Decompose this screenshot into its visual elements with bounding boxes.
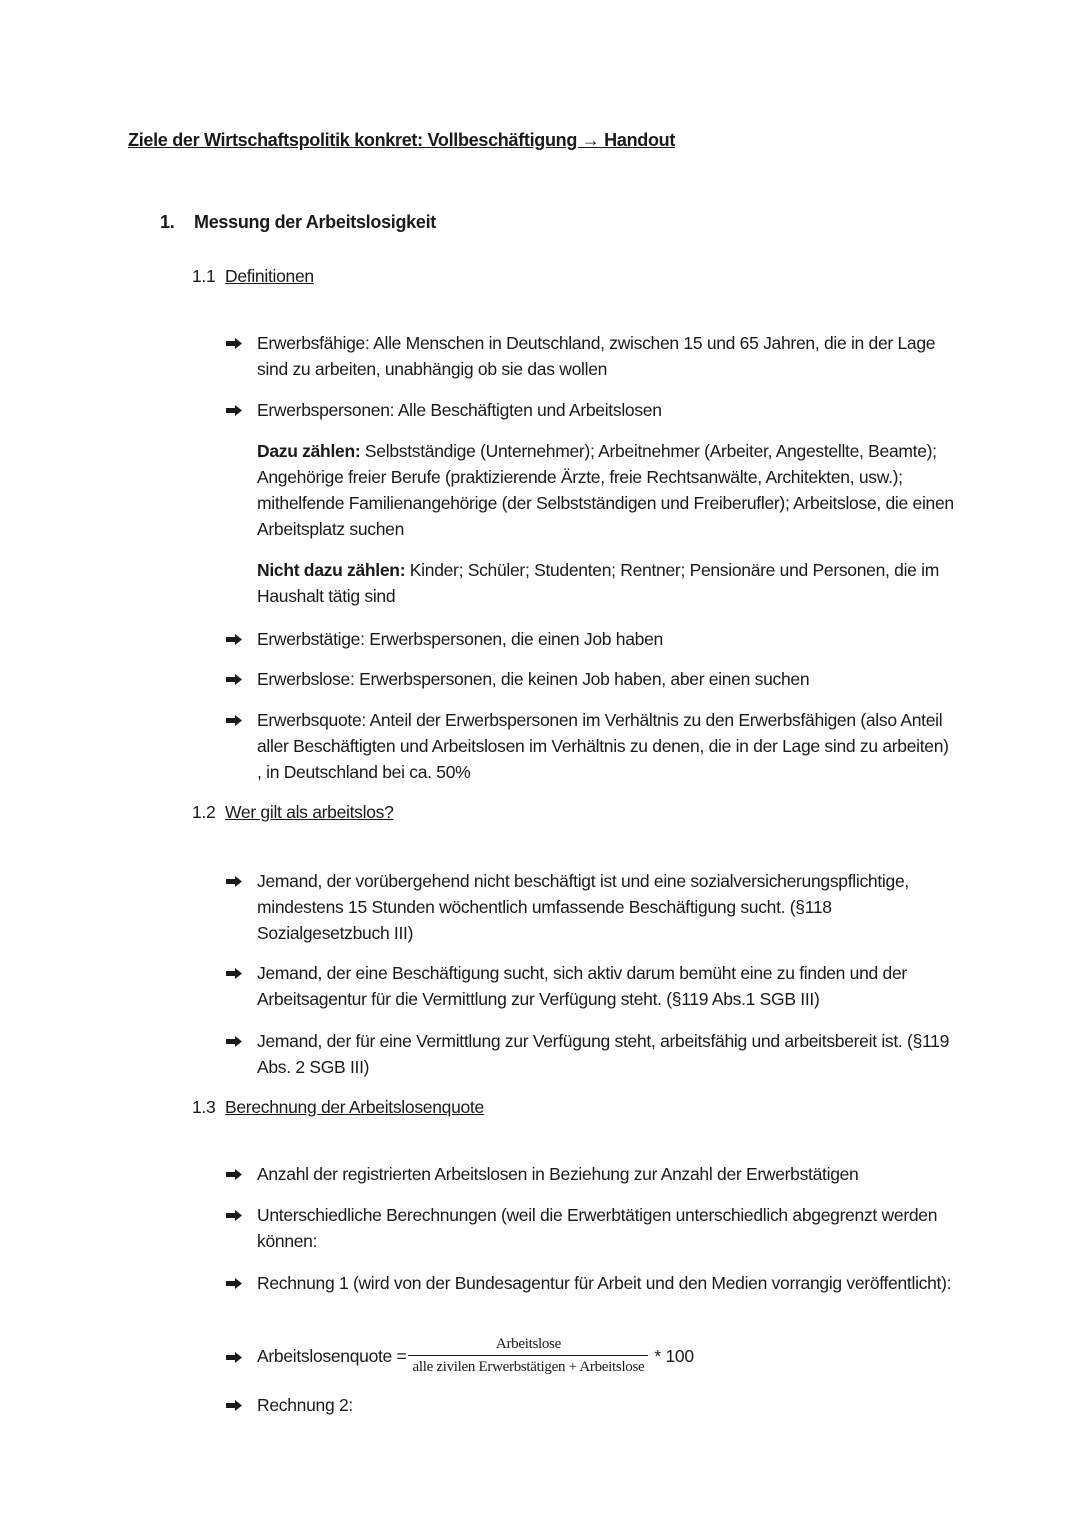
section-title: Messung der Arbeitslosigkeit bbox=[194, 212, 436, 232]
paragraph-included bbox=[257, 438, 957, 542]
bullet-text: Erwerbslose: Erwerbspersonen, die keinen Job haben, aber einen suchen bbox=[257, 669, 810, 689]
arrow-bullet-icon bbox=[226, 1161, 244, 1187]
section-heading-1 bbox=[160, 212, 436, 233]
subsection-title: Definitionen bbox=[225, 266, 314, 286]
list-item bbox=[226, 626, 956, 652]
arrow-bullet-icon bbox=[226, 1392, 244, 1418]
formula bbox=[257, 1335, 956, 1376]
arrow-bullet-icon bbox=[226, 330, 244, 356]
list-item bbox=[226, 397, 956, 423]
subsection-number: 1.1 bbox=[192, 266, 216, 286]
bullet-text: Rechnung 2: bbox=[257, 1395, 353, 1415]
arrow-bullet-icon bbox=[226, 1202, 244, 1228]
list-item bbox=[226, 1270, 956, 1296]
list-item bbox=[226, 666, 956, 692]
bullet-text: Erwerbsquote: Anteil der Erwerbspersonen im Verhältnis zu den Erwerbsfähigen (also Anteil aller Beschäftigten und Arbeitslosen im Verhältnis zu denen, die in der Lage sind zu arbeiten) , in Deutschland bei ca. 50% bbox=[257, 710, 949, 782]
paragraph-text: Selbstständige (Unternehmer); Arbeitnehmer (Arbeiter, Angestellte, Beamte); Angehörige freier Berufe (praktizierende Ärzte, freie Rechtsanwälte, Architekten, usw.); mithelfende Familienangehörige (der Selbstständigen und Freiberufler); Arbeitslose, die einen Arbeitsplatz suchen bbox=[257, 441, 954, 539]
arrow-bullet-icon bbox=[226, 1344, 244, 1370]
subsection-heading-1-1 bbox=[192, 266, 314, 287]
list-item bbox=[226, 1392, 956, 1418]
section-number: 1. bbox=[160, 212, 175, 232]
page-title: Ziele der Wirtschaftspolitik konkret: Vollbeschäftigung → Handout bbox=[128, 130, 676, 150]
formula-numerator: Arbeitslose bbox=[408, 1335, 648, 1356]
bullet-text: Unterschiedliche Berechnungen (weil die Erwerbtätigen unterschiedlich abgegrenzt werden können: bbox=[257, 1205, 938, 1251]
bullet-text: Anzahl der registrierten Arbeitslosen in Beziehung zur Anzahl der Erwerbstätigen bbox=[257, 1164, 859, 1184]
subsection-number: 1.2 bbox=[192, 802, 216, 822]
arrow-bullet-icon bbox=[226, 1270, 244, 1296]
arrow-bullet-icon bbox=[226, 868, 244, 894]
bullet-text: Erwerbspersonen: Alle Beschäftigten und Arbeitslosen bbox=[257, 400, 662, 420]
subsection-heading-1-3 bbox=[192, 1097, 484, 1118]
list-item bbox=[226, 1202, 956, 1254]
subsection-title: Wer gilt als arbeitslos? bbox=[225, 802, 394, 822]
list-item bbox=[226, 1028, 956, 1080]
arrow-bullet-icon bbox=[226, 397, 244, 423]
list-item bbox=[226, 330, 956, 382]
formula-denominator: alle zivilen Erwerbstätigen + Arbeitslose bbox=[412, 1359, 645, 1375]
list-item bbox=[226, 868, 956, 946]
bullet-text: Jemand, der für eine Vermittlung zur Verfügung steht, arbeitsfähig und arbeitsbereit ist. (§119 Abs. 2 SGB III) bbox=[257, 1031, 950, 1077]
arrow-bullet-icon bbox=[226, 960, 244, 986]
list-item bbox=[226, 960, 956, 1012]
formula-factor: * 100 bbox=[654, 1345, 694, 1366]
subsection-heading-1-2 bbox=[192, 802, 394, 823]
paragraph-label: Dazu zählen: bbox=[257, 441, 361, 461]
subsection-number: 1.3 bbox=[192, 1097, 216, 1117]
list-item bbox=[226, 707, 956, 785]
arrow-bullet-icon bbox=[226, 707, 244, 733]
formula-item bbox=[226, 1335, 956, 1376]
bullet-text: Jemand, der vorübergehend nicht beschäftigt ist und eine sozialversicherungspflichtige, mindestens 15 Stunden wöchentlich umfassende Beschäftigung sucht. (§118 Sozialgesetzbuch III) bbox=[257, 871, 909, 943]
arrow-bullet-icon bbox=[226, 626, 244, 652]
arrow-bullet-icon bbox=[226, 666, 244, 692]
formula-fraction bbox=[408, 1335, 648, 1376]
formula-label: Arbeitslosenquote = bbox=[257, 1345, 407, 1366]
bullet-text: Erwerbstätige: Erwerbspersonen, die einen Job haben bbox=[257, 629, 663, 649]
arrow-bullet-icon bbox=[226, 1028, 244, 1054]
bullet-text: Rechnung 1 (wird von der Bundesagentur für Arbeit und den Medien vorrangig veröffentlicht): bbox=[257, 1273, 952, 1293]
paragraph-text: Kinder; Schüler; Studenten; Rentner; Pensionäre und Personen, die im Haushalt tätig sind bbox=[257, 560, 940, 606]
subsection-title: Berechnung der Arbeitslosenquote bbox=[225, 1097, 484, 1117]
bullet-text: Jemand, der eine Beschäftigung sucht, sich aktiv darum bemüht eine zu finden und der Arbeitsagentur für die Vermittlung zur Verfügung steht. (§119 Abs.1 SGB III) bbox=[257, 963, 907, 1009]
paragraph-label: Nicht dazu zählen: bbox=[257, 560, 406, 580]
list-item bbox=[226, 1161, 956, 1187]
paragraph-excluded bbox=[257, 557, 957, 609]
bullet-text: Erwerbsfähige: Alle Menschen in Deutschland, zwischen 15 und 65 Jahren, die in der Lage sind zu arbeiten, unabhängig ob sie das wollen bbox=[257, 333, 936, 379]
